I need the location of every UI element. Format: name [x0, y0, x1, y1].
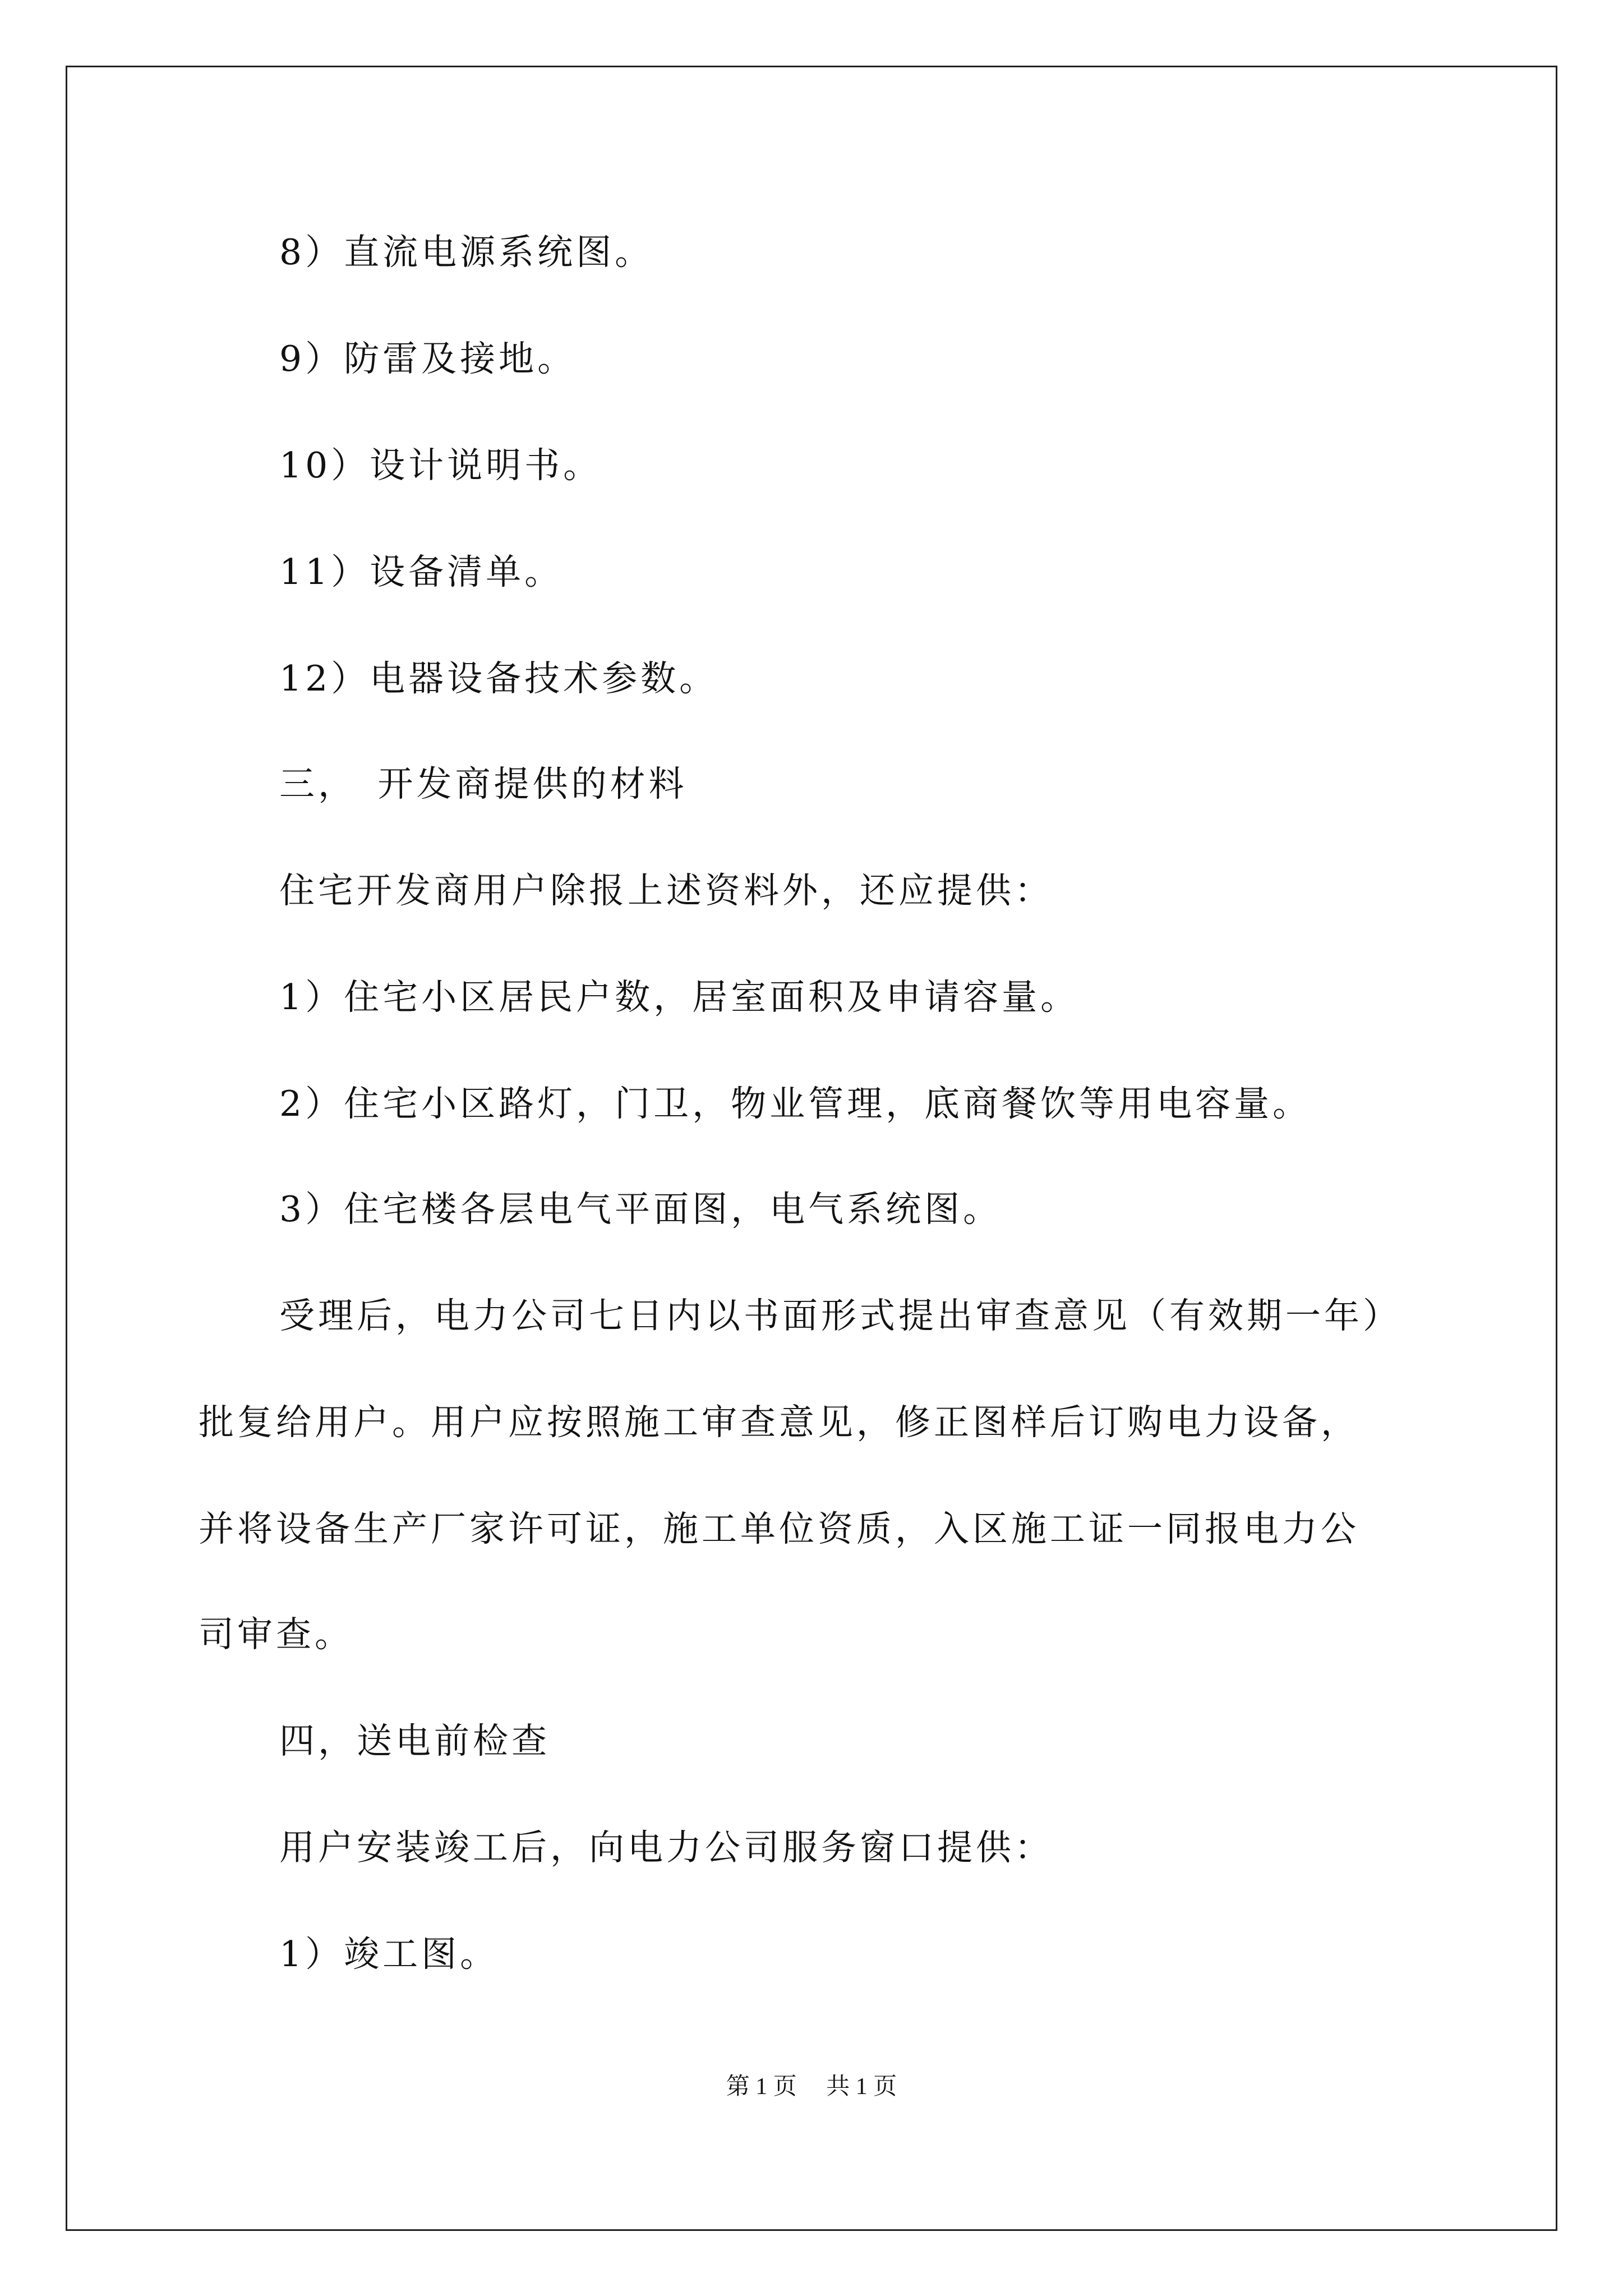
paragraph-line: 受理后，电力公司七日内以书面形式提出审查意见（有效期一年） [279, 1295, 1401, 1336]
page-number-footer: 第 1 页 共 1 页 [726, 2074, 897, 2100]
paragraph-line: 并将设备生产厂家许可证，施工单位资质，入区施工证一同报电力公 [199, 1508, 1359, 1549]
list-item-11: 11）设备清单。 [279, 551, 564, 592]
section-intro: 住宅开发商用户除报上述资料外，还应提供： [279, 870, 1053, 911]
list-item-12: 12）电器设备技术参数。 [279, 658, 718, 699]
section-heading-4: 四，送电前检查 [279, 1720, 550, 1761]
list-item-9: 9）防雷及接地。 [279, 338, 577, 379]
section-intro: 用户安装竣工后，向电力公司服务窗口提供： [279, 1827, 1053, 1868]
section-heading-3: 三， 开发商提供的材料 [279, 763, 688, 804]
paragraph-line: 批复给用户。用户应按照施工审查意见，修正图样后订购电力设备， [199, 1402, 1359, 1443]
list-item-3: 3）住宅楼各层电气平面图，电气系统图。 [279, 1189, 1002, 1230]
list-item-8: 8）直流电源系统图。 [279, 232, 654, 273]
list-item-2: 2）住宅小区路灯，门卫，物业管理，底商餐饮等用电容量。 [279, 1083, 1312, 1124]
list-item-10: 10）设计说明书。 [279, 445, 602, 486]
page-border [66, 66, 1557, 2231]
list-item-1: 1）住宅小区居民户数，居室面积及申请容量。 [279, 977, 1080, 1018]
list-item-1: 1）竣工图。 [279, 1934, 499, 1975]
paragraph-line: 司审查。 [199, 1614, 353, 1655]
